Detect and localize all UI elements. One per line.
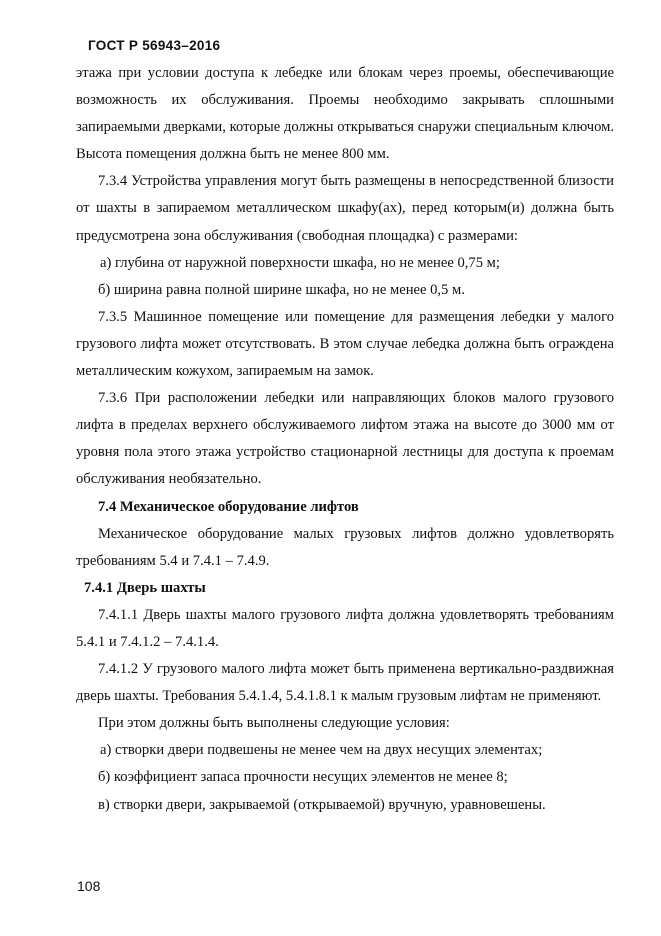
paragraph-7-4-intro: Механическое оборудование малых грузовых лифтов должно удовлетворять требованиям 5.4 и 7.4.1 – 7.4.9. (76, 525, 614, 569)
list-item-b: б) ширина равна полной ширине шкафа, но не менее 0,5 м. (98, 281, 465, 298)
condition-item-v: в) створки двери, закрываемой (открываемой) вручную, уравновешены. (98, 796, 546, 813)
paragraph-continuation: этажа при условии доступа к лебедке или блокам через проемы, обеспечивающие возможность их обслуживания. Проемы необходимо закрывать сплошными запираемыми дверками, которые должны открываться снаружи специальным ключом. Высота помещения должна быть не менее 800 мм. (76, 65, 614, 163)
section-heading-7-4-1: 7.4.1 Дверь шахты (84, 579, 206, 596)
condition-item-b: б) коэффициент запаса прочности несущих элементов не менее 8; (98, 769, 508, 786)
condition-item-a: а) створки двери подвешены не менее чем на двух несущих элементах; (100, 742, 543, 759)
paragraph-7-4-1-1: 7.4.1.1 Дверь шахты малого грузового лифта должна удовлетворять требованиям 5.4.1 и 7.4.1.2 – 7.4.1.4. (76, 606, 614, 650)
section-heading-7-4: 7.4 Механическое оборудование лифтов (98, 498, 359, 515)
document-header: ГОСТ Р 56943–2016 (88, 38, 221, 53)
page-number: 108 (77, 878, 101, 894)
paragraph-7-4-1-2: 7.4.1.2 У грузового малого лифта может быть применена вертикально-раздвижная дверь шахты. Требования 5.4.1.4, 5.4.1.8.1 к малым грузовым лифтам не применяют. (76, 661, 614, 705)
paragraph-7-3-5: 7.3.5 Машинное помещение или помещение для размещения лебедки у малого грузового лифта может отсутствовать. В этом случае лебедка должна быть ограждена металлическим кожухом, запираемым на замок. (76, 308, 614, 380)
list-item-a: а) глубина от наружной поверхности шкафа, но не менее 0,75 м; (100, 254, 500, 271)
paragraph-7-3-4: 7.3.4 Устройства управления могут быть размещены в непосредственной близости от шахты в запираемом металлическом шкафу(ах), перед которым(и) должна быть предусмотрена зона обслуживания (свободная площадка) с размерами: (76, 173, 614, 244)
paragraph-conditions-intro: При этом должны быть выполнены следующие условия: (98, 715, 450, 732)
document-body (76, 60, 614, 819)
paragraph-7-3-6: 7.3.6 При расположении лебедки или направляющих блоков малого грузового лифта в пределах верхнего обслуживаемого лифтом этажа на высоте до 3000 мм от уровня пола этого этажа устройство стационарной лестницы для доступа к проемам обслуживания необязательно. (76, 390, 614, 488)
